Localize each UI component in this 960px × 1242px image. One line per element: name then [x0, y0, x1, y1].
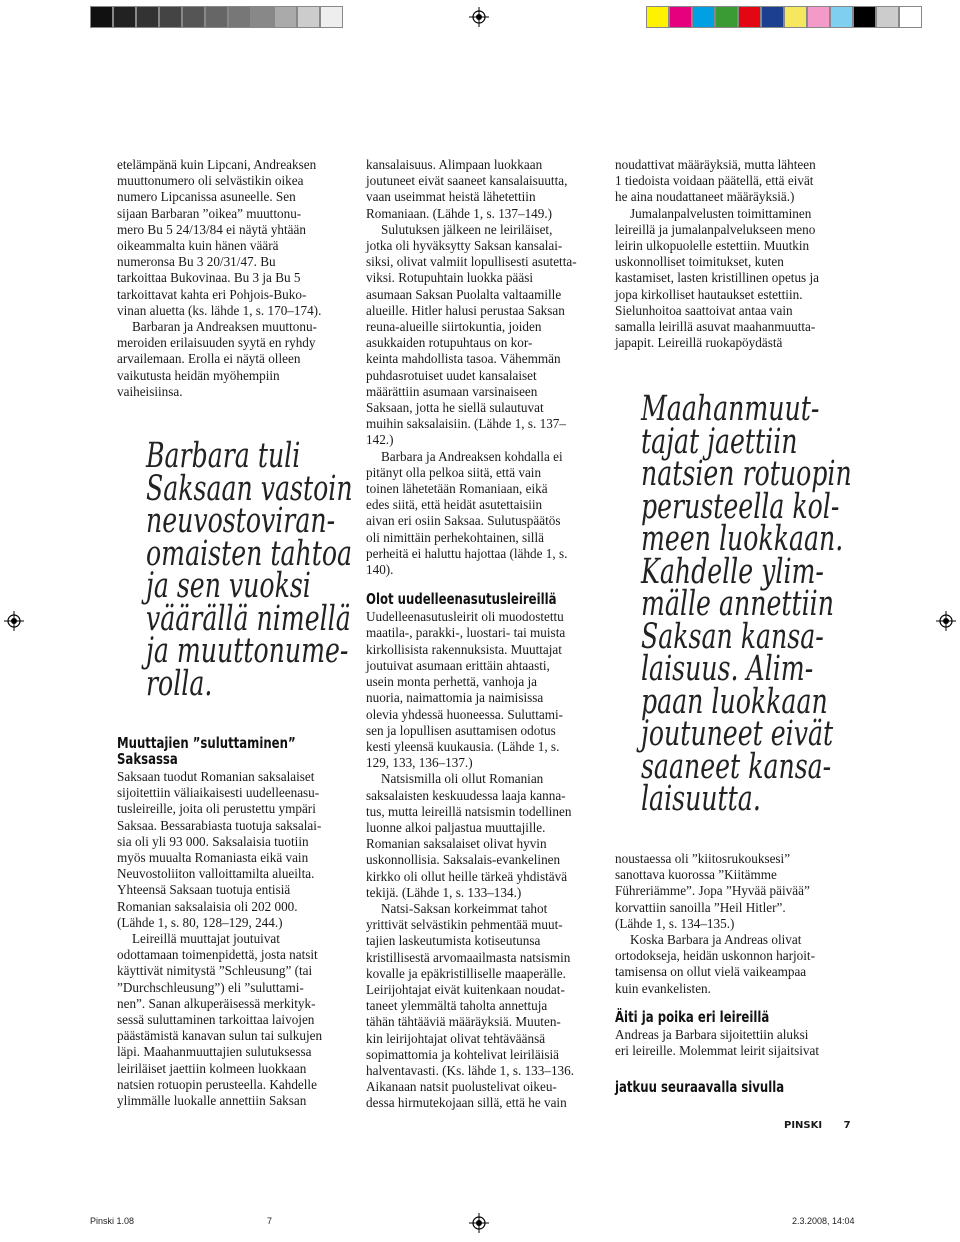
- text-line: sanottava kuorossa ”Kiitämme: [615, 867, 777, 883]
- text-line: tus, mutta leireillä natsismin todellinen: [366, 803, 572, 819]
- text-line: uskonnolliset toimitukset, kuten: [615, 254, 784, 270]
- text-line: ja sen vuoksi: [146, 566, 311, 606]
- registration-mark-left-icon: [4, 611, 24, 631]
- text-line: vaan useimmat heistä lähetettiin: [366, 189, 536, 205]
- column-2: [366, 157, 606, 1112]
- column-1-lower: [117, 735, 357, 1109]
- text-line: Saksaan vastoin: [146, 468, 353, 509]
- text-line: 140).: [366, 562, 394, 578]
- text-line: oli nimittäin perhekohtainen, sillä: [366, 529, 544, 545]
- folio-page-number: 7: [843, 1120, 851, 1131]
- col1-paragraph-4: [117, 931, 357, 1109]
- text-line: ja muuttonume-: [146, 631, 349, 671]
- text-line: nen”. Sanan alkuperäisessä merkityk-: [117, 995, 316, 1011]
- text-line: sen ja lopullisen asuttamisen odotus: [366, 722, 556, 738]
- text-line: noustaessa oli ”kiitosrukouksesi”: [615, 851, 791, 866]
- color-swatch: [899, 6, 922, 28]
- text-line: ylimmälle luokalle annettiin Saksan: [117, 1093, 307, 1109]
- column-3-lower: [615, 851, 855, 1095]
- color-swatch: [807, 6, 830, 28]
- text-line: puhdasrotuiset uudet kansalaiset: [366, 367, 537, 383]
- color-swatch: [784, 6, 807, 28]
- column-3: [615, 157, 855, 351]
- registration-mark-right-icon: [936, 611, 956, 631]
- text-line: Maahanmuut-: [641, 389, 820, 429]
- text-line: aivan eri osiin Saksaa. Sulutuspäätös: [366, 513, 561, 529]
- color-swatch: [113, 6, 136, 28]
- text-line: maatila-, parakki-, luostari- tai muista: [366, 625, 566, 641]
- text-line: noudattivat määräyksiä, mutta lähteen: [615, 157, 816, 172]
- text-line: myös muualta Romaniasta eikä vain: [117, 850, 309, 866]
- text-line: kovalle ja epäkristilliselle maaperälle.: [366, 965, 566, 981]
- text-line: tajat jaettiin: [641, 421, 798, 462]
- text-line: tusleireille, joita oli perustettu ympäri: [117, 801, 316, 817]
- col2-paragraph-6: [366, 901, 606, 1112]
- color-swatch: [830, 6, 853, 28]
- text-line: muihin saksalaisiin. (Lähde 1, s. 137–: [366, 416, 566, 432]
- text-line: muuttonumero oli selvästikin oikea: [117, 173, 304, 189]
- text-line: Leirijohtajat eivät kuitenkaan noudat-: [366, 981, 565, 997]
- text-line: vaiheisiinsa.: [117, 383, 183, 399]
- text-line: Romanian saksalaisia oli 202 000.: [117, 898, 298, 914]
- text-line: vaikutusta heidän myöhempiin: [117, 367, 280, 383]
- text-line: Saksan kansa-: [641, 616, 824, 657]
- text-line: pitänyt olla pelkoa siitä, että vain: [366, 464, 542, 480]
- text-line: numero Lipcanissa asuneelle. Sen: [117, 189, 296, 205]
- text-line: usein monta perhettä, vanhoja ja: [366, 674, 538, 690]
- col1-paragraph-3: [117, 769, 357, 931]
- text-line: kesti yleensä kuukausia. (Lähde 1, s.: [366, 738, 560, 754]
- text-line: Neuvostoliiton valloittamilta alueilta.: [117, 866, 315, 882]
- text-line: siksi, olivat valmiit lopullisesti asutetta-: [366, 254, 577, 270]
- text-line: keinta mahdollista tasoa. Vähemmän: [366, 351, 561, 367]
- text-line: Führeriämme”. Jopa ”Hyvää päivää”: [615, 883, 810, 899]
- text-line: tarkoittavat kahta eri Pohjois-Buko-: [117, 286, 307, 302]
- text-line: Saksaan, jotta he siellä sulautuvat: [366, 400, 544, 416]
- text-line: kastamiset, lasten kristillinen opetus ja: [615, 270, 820, 286]
- text-line: sijoitettiin väliaikaisesti uudelleenasu-: [117, 785, 320, 801]
- text-line: kin leirijohtajat olivat tehtäväänsä: [366, 1030, 546, 1046]
- color-swatch: [761, 6, 784, 28]
- text-line: Natsismilla oli ollut Romanian: [381, 771, 544, 787]
- text-line: nuoria, naimattomia ja naimisissa: [366, 690, 544, 706]
- text-line: Muuttajien ”suluttaminen”: [117, 734, 296, 752]
- col1-paragraph-1: [117, 157, 357, 319]
- text-line: edes siitä, että heidät asutettaisiin: [366, 497, 543, 513]
- text-line: japapit. Leireillä ruokapöydästä: [615, 335, 783, 351]
- text-line: Barbara tuli: [146, 436, 301, 476]
- text-line: Uudelleenasutusleirit oli muodostettu: [366, 609, 564, 625]
- text-line: tähän tähtääviä määräyksiä. Muuten-: [366, 1014, 561, 1030]
- color-swatch: [159, 6, 182, 28]
- text-line: Romanian saksalaiset olivat hyvin: [366, 836, 547, 852]
- text-line: oikeammalta kuin hänen väärä: [117, 238, 279, 254]
- col3-paragraph-5: [615, 1027, 855, 1059]
- text-line: 142.): [366, 432, 394, 448]
- text-line: natsien rotuopin: [641, 454, 852, 494]
- color-swatch: [669, 6, 692, 28]
- text-line: laisuutta.: [641, 779, 761, 819]
- text-line: yrittivät selvästikin pehmentää muut-: [366, 917, 563, 933]
- text-line: Koska Barbara ja Andreas olivat: [630, 932, 802, 948]
- text-line: Jumalanpalvelusten toimittaminen: [630, 205, 812, 221]
- text-line: (Lähde 1, s. 80, 128–129, 244.): [117, 914, 283, 930]
- text-line: ortodokseja, heidän uskonnon harjoit-: [615, 948, 815, 964]
- text-line: Sulutuksen jälkeen ne leiriläiset,: [381, 221, 553, 237]
- section-heading-olot: Olot uudelleenasutusleireillä: [366, 590, 557, 609]
- text-line: arvailemaan. Erolla ei näytä olleen: [117, 351, 301, 367]
- registration-mark-top-icon: [469, 7, 489, 27]
- column-1: [117, 157, 357, 400]
- color-swatch: [274, 6, 297, 28]
- text-line: Saksassa: [117, 750, 178, 768]
- text-line: rolla.: [146, 663, 213, 704]
- col3-paragraph-3: [615, 851, 855, 932]
- pullquote-maahanmuuttajat: [641, 389, 852, 819]
- col2-paragraph-1: [366, 157, 606, 222]
- text-line: Barbara ja Andreaksen kohdalla ei: [381, 448, 563, 464]
- text-line: tajien laskeutumista kotiseutunsa: [366, 933, 541, 949]
- text-line: uskonnollisia. Saksalais-evankelinen: [366, 852, 561, 868]
- color-swatch: [205, 6, 228, 28]
- text-line: mälle annettiin: [641, 584, 834, 624]
- text-line: Romaniaan. (Lähde 1, s. 137–149.): [366, 205, 553, 221]
- text-line: Leireillä muuttajat joutuivat: [132, 931, 280, 947]
- text-line: ”Durchschleusung”) eli ”suluttami-: [117, 979, 304, 995]
- text-line: saksalaisten keskuudessa laaja kanna-: [366, 787, 566, 803]
- text-line: sia oli yli 93 000. Saksalaisia tuotiin: [117, 833, 309, 849]
- text-line: omaisten tahtoa: [146, 533, 353, 574]
- color-swatch: [228, 6, 251, 28]
- color-swatch: [646, 6, 669, 28]
- text-line: tekijä. (Lähde 1, s. 133–134.): [366, 884, 522, 900]
- text-line: 129, 133, 136–137.): [366, 755, 473, 771]
- text-line: etelämpänä kuin Lipcani, Andreaksen: [117, 157, 317, 172]
- text-line: käyttivät nimitystä ”Schleusung” (tai: [117, 963, 313, 979]
- col2-paragraph-3: [366, 449, 606, 579]
- text-line: Yhteensä Saksaan tuotuja entisiä: [117, 882, 291, 898]
- text-line: kristillisestä arvomaailmasta natsismin: [366, 949, 571, 965]
- text-line: tarkoittaa Bukovinaa. Bu 3 ja Bu 5: [117, 270, 301, 286]
- text-line: määrättiin asumaan varsinaiseen: [366, 383, 538, 399]
- color-swatch: [738, 6, 761, 28]
- right-color-bar: [646, 6, 922, 28]
- text-line: perheitä ei haluttu hajottaa (lähde 1, s.: [366, 545, 568, 561]
- text-line: Sielunhoitoa saattoivat antaa vain: [615, 302, 793, 318]
- text-line: reuna-alueille siirtokuntia, joiden: [366, 319, 542, 335]
- col2-paragraph-2: [366, 222, 606, 449]
- text-line: neuvostoviran-: [146, 501, 336, 541]
- text-line: taneet ylemmältä taholta annettuja: [366, 998, 548, 1014]
- text-line: leirin ulkopuolelle estettiin. Muutkin: [615, 238, 810, 254]
- text-line: dessa hirmutekojaan sillä, että he vain: [366, 1095, 567, 1111]
- text-line: asumaan Saksan Puolalta valtaamille: [366, 286, 562, 302]
- text-line: asukkaiden rotupuhtaus on kor-: [366, 335, 533, 351]
- text-line: kirkko oli ollut heille tärkeä yhdistävä: [366, 868, 568, 884]
- text-line: Andreas ja Barbara sijoitettiin aluksi: [615, 1026, 809, 1042]
- text-line: meen luokkaan.: [641, 519, 844, 559]
- text-line: (Lähde 1, s. 134–135.): [615, 915, 735, 931]
- text-line: korvattiin sanoilla ”Heil Hitler”.: [615, 899, 786, 915]
- text-line: odottamaan toimenpidettä, josta natsit: [117, 947, 318, 963]
- text-line: tamisensa on ollut vielä vaikeampaa: [615, 964, 807, 980]
- text-line: olevia yhdessä huoneessa. Suluttami-: [366, 706, 564, 722]
- page-folio: [784, 1120, 851, 1131]
- text-line: Barbaran ja Andreaksen muuttonu-: [132, 319, 317, 335]
- col3-paragraph-1: [615, 157, 855, 206]
- text-line: kansalaisuus. Alimpaan luokkaan: [366, 157, 543, 172]
- left-color-bar: [90, 6, 343, 28]
- col1-paragraph-2: [117, 319, 357, 400]
- text-line: luonne alkoi paljastua muuttajille.: [366, 819, 546, 835]
- text-line: mero Bu 5 24/13/84 ei näytä yhtään: [117, 221, 306, 237]
- text-line: he aina noudattaneet määräyksiä.): [615, 189, 795, 205]
- text-line: samalla leirillä asuvat maahanmuutta-: [615, 319, 816, 335]
- text-line: eri leireille. Molemmat leirit sijaitsivat: [615, 1043, 819, 1059]
- registration-mark-bottom-icon: [469, 1213, 489, 1233]
- text-line: päästämistä kanavan sulun tai sulkujen: [117, 1028, 323, 1044]
- color-swatch: [320, 6, 343, 28]
- section-heading-aiti-ja-poika: Äiti ja poika eri leireillä: [615, 1007, 770, 1026]
- slug-date: 2.3.2008, 14:04: [792, 1216, 855, 1226]
- text-line: joutuneet eivät: [641, 714, 834, 754]
- text-line: perusteella kol-: [641, 486, 840, 527]
- text-line: leiriläiset jaettiin kolmeen luokkaan: [117, 1060, 307, 1076]
- text-line: jopa kirkolliset hautaukset estettiin.: [615, 286, 803, 302]
- text-line: laisuus. Alim-: [641, 649, 814, 689]
- continues-next-page: jatkuu seuraavalla sivulla: [615, 1078, 785, 1097]
- slug-page-number: 7: [267, 1216, 273, 1226]
- text-line: jotka oli hyväksytty Saksan kansalai-: [366, 238, 563, 254]
- text-line: natsien rotuopin perusteella. Kahdelle: [117, 1076, 317, 1092]
- text-line: Aikanaan natsit puolustelivat oikeu-: [366, 1079, 557, 1095]
- col2-paragraph-5: [366, 771, 606, 901]
- folio-magazine-name: PINSKI: [784, 1120, 823, 1131]
- text-line: numeronsa Bu 3 20/31/47. Bu: [117, 254, 276, 270]
- color-swatch: [715, 6, 738, 28]
- color-swatch: [876, 6, 899, 28]
- text-line: meroiden erilaisuuden syytä en ryhdy: [117, 335, 316, 351]
- text-line: paan luokkaan: [641, 681, 828, 722]
- text-line: sessä suluttaminen tarkoittaa laivojen: [117, 1012, 315, 1028]
- color-swatch: [251, 6, 274, 28]
- text-line: viksi. Rotupuhtain luokka pääsi: [366, 270, 534, 286]
- text-line: Saksaa. Bessarabiasta tuotuja saksalai-: [117, 817, 322, 833]
- text-line: väärällä nimellä: [146, 598, 351, 639]
- slug-file-name: Pinski 1.08: [90, 1216, 135, 1226]
- text-line: Kahdelle ylim-: [641, 551, 824, 592]
- text-line: kuin evankelisten.: [615, 980, 711, 996]
- text-line: toinen lähetetään Romaniaan, eikä: [366, 481, 548, 497]
- text-line: 1 tiedoista voidaan päätellä, että eivät: [615, 173, 814, 189]
- text-line: vinan aluetta (ks. lähde 1, s. 170–174).: [117, 302, 322, 318]
- col3-paragraph-2: [615, 206, 855, 352]
- text-line: Saksaan tuodut Romanian saksalaiset: [117, 769, 315, 784]
- color-swatch: [136, 6, 159, 28]
- color-swatch: [692, 6, 715, 28]
- color-swatch: [182, 6, 205, 28]
- color-swatch: [297, 6, 320, 28]
- text-line: joutuneet eivät saaneet kansalaisuutta,: [366, 173, 568, 189]
- section-heading-suluttaminen: [117, 735, 304, 767]
- col2-paragraph-4: [366, 609, 606, 771]
- text-line: sopimattomia ja kohtelivat leiriläisiä: [366, 1046, 560, 1062]
- text-line: joutuivat asumaan erittäin ahtaasti,: [366, 657, 550, 673]
- col3-paragraph-4: [615, 932, 855, 997]
- color-swatch: [90, 6, 113, 28]
- text-line: saaneet kansa-: [641, 746, 832, 787]
- text-line: halventavasti. (Ks. lähde 1, s. 133–136.: [366, 1062, 575, 1078]
- text-line: sijaan Barbaran ”oikea” muuttonu-: [117, 205, 302, 221]
- text-line: alueille. Hitler halusi perustaa Saksan: [366, 302, 565, 318]
- text-line: Natsi-Saksan korkeimmat tahot: [381, 900, 548, 916]
- text-line: leireillä ja jumalanpalvelukseen meno: [615, 221, 816, 237]
- color-swatch: [853, 6, 876, 28]
- text-line: läpi. Maahanmuuttajien sulutuksessa: [117, 1044, 312, 1060]
- pullquote-barbara: [146, 436, 353, 704]
- text-line: kirkollisista rakennuksista. Muuttajat: [366, 641, 562, 657]
